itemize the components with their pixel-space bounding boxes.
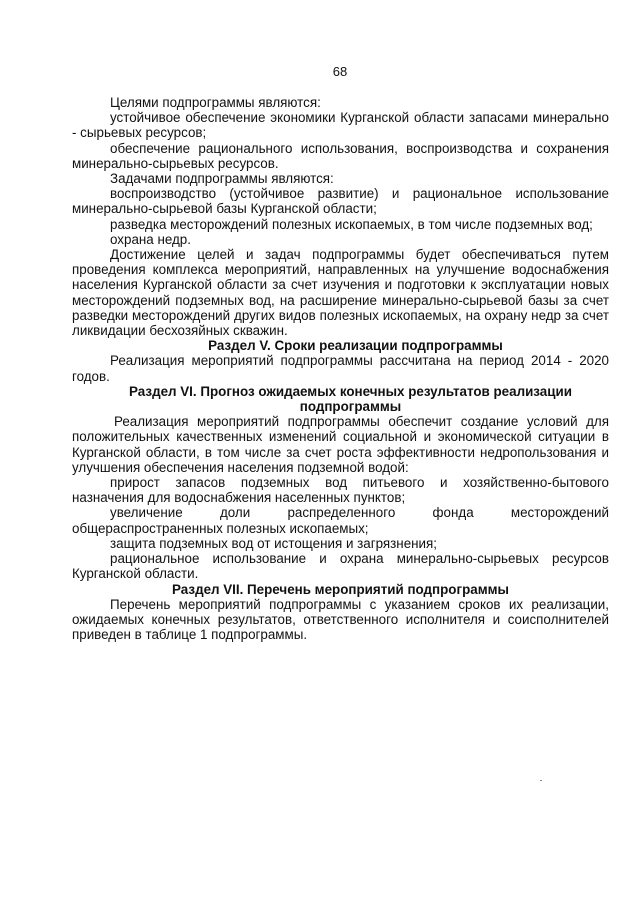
tasks-title: Задачами подпрограммы являются: <box>110 171 334 187</box>
task-item: охрана недр. <box>110 231 191 247</box>
goal-item: обеспечение рационального использования, воспроизводства и сохранения минерально-сырьевых ресурсов. <box>72 140 609 171</box>
section-6-heading: Раздел VI. Прогноз ожидаемых конечных результатов реализации подпрограммы <box>129 383 572 415</box>
task-item: воспроизводство (устойчивое развитие) и рациональное использование минерально-сырьевой базы Курганской области; <box>72 186 609 217</box>
section-7-heading: Раздел VII. Перечень мероприятий подпрограммы <box>172 581 509 597</box>
result-item: рациональное использование и охрана минерально-сырьевых ресурсов Курганской области. <box>72 551 609 582</box>
goals-title: Целями подпрограммы являются: <box>110 95 321 110</box>
achievement-paragraph: Достижение целей и задач подпрограммы будет обеспечиваться путем проведения комплекса мероприятий, направленных на улучшение водоснабжения населения Курганской области за счет изучения и подготовки к эксплуатации новых месторождений подземных вод, на расширение минерально-сырьевой базы за счет разведки месторождений других видов полезных ископаемых, на охрану недр за счет ликвидации бесхозяйных скважин. <box>72 247 609 339</box>
task-item: разведка месторождений полезных ископаемых, в том числе подземных вод; <box>110 216 593 232</box>
document-body <box>72 95 609 642</box>
section-7-text: Перечень мероприятий подпрограммы с указанием сроков их реализации, ожидаемых конечных результатов, ответственного исполнителя и соисполнителей приведен в таблице 1 подпрограммы. <box>72 596 609 643</box>
section-6-intro: Реализация мероприятий подпрограммы обеспечит создание условий для положительных качественных изменений социальной и экономической ситуации в Курганской области, в том числе за счет роста эффективности недропользования и улучшения обеспечения населения подземной водой: <box>72 414 609 475</box>
section-5-heading: Раздел V. Сроки реализации подпрограммы <box>208 338 503 354</box>
page-number: 68 <box>332 64 348 79</box>
goal-item: устойчивое обеспечение экономики Курганской области запасами минерально - сырьевых ресурсов; <box>72 110 609 141</box>
section-5-text: Реализация мероприятий подпрограммы рассчитана на период 2014 - 2020 годов. <box>72 353 609 384</box>
result-item: защита подземных вод от истощения и загрязнения; <box>110 535 437 551</box>
result-item: прирост запасов подземных вод питьевого и хозяйственно-бытового назначения для водоснабжения населенных пунктов; <box>72 475 609 506</box>
result-item: увеличение доли распределенного фонда месторождений общераспространенных полезных ископаемых; <box>72 505 609 536</box>
scan-speck <box>540 780 542 781</box>
